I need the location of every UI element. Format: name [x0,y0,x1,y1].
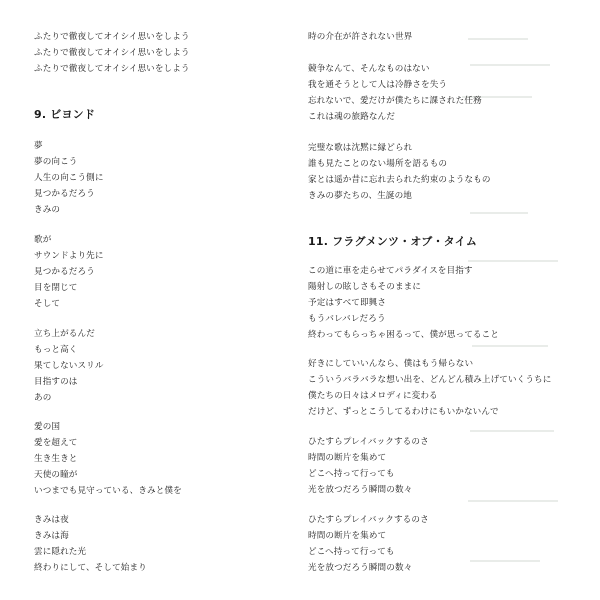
lyric-line: 僕たちの日々はメロディに変わる [308,391,438,401]
lyric-line: 生き生きと [34,454,78,464]
bleed-mark [470,430,554,432]
lyric-line: ひたすらプレイバックするのさ [308,515,429,525]
lyric-line: 夢の向こう [34,157,78,167]
lyric-line: 好きにしていいんなら、僕はもう帰らない [308,359,474,369]
lyric-line: きみの夢たちの、生誕の地 [308,191,412,201]
lyric-line: サウンドより先に [34,251,104,261]
lyric-line: 目指すのは [34,377,78,387]
lyric-line: どこへ持って行っても [308,547,395,557]
lyric-line: こういうバラバラな想い出を、どんどん積み上げていくうちに [308,375,552,385]
lyric-line: 愛を超えて [34,438,78,448]
bleed-mark [468,500,558,502]
lyric-line: いつまでも見守っている、きみと僕を [34,486,182,496]
lyric-line: 競争なんて、そんなものはない [308,64,430,74]
bleed-mark [472,345,548,347]
lyric-line: 時間の断片を集めて [308,453,387,463]
lyric-line: だけど、ずっとこうしてるわけにもいかないんで [308,407,499,417]
song-title-11: 11. フラグメンツ・オブ・タイム [308,235,478,248]
lyric-line: 歌が [34,235,52,245]
lyric-line: ふたりで徹夜してオイシイ思いをしよう [34,48,190,58]
lyric-line: 愛の国 [34,422,61,432]
lyric-line: ふたりで徹夜してオイシイ思いをしよう [34,32,190,42]
lyric-line: ふたりで徹夜してオイシイ思いをしよう [34,64,190,74]
lyric-line: 誰も見たことのない場所を語るもの [308,159,448,169]
lyric-line: 夢 [34,141,43,151]
lyric-line: 果てしないスリル [34,361,104,371]
lyric-line: 光を放つだろう瞬間の数々 [308,485,413,495]
lyric-line: 終わってもらっちゃ困るって、僕が思ってること [308,330,500,340]
lyric-line: あの [34,393,52,403]
bleed-mark [470,560,540,562]
song-title-9: 9. ビヨンド [34,108,96,121]
lyric-line: 天使の瞳が [34,470,78,480]
lyric-line: きみは夜 [34,515,69,525]
lyric-line: もっと高く [34,345,78,355]
lyric-line: 忘れないで、愛だけが僕たちに課された任務 [308,96,482,106]
lyric-line: 完璧な歌は沈黙に縁どられ [308,143,413,153]
lyric-line: 時の介在が許されない世界 [308,32,413,42]
bleed-mark [468,38,528,40]
bleed-mark [468,260,558,262]
lyric-line: 終わりにして、そして始まり [34,563,147,573]
lyric-line: この道に車を走らせてパラダイスを目指す [308,266,473,276]
lyric-line: 我を通そうとして人は冷静さを失う [308,80,448,90]
lyric-line: もうバレバレだろう [308,314,386,324]
lyric-line: 立ち上がるんだ [34,329,95,339]
lyric-line: 光を放つだろう瞬間の数々 [308,563,413,573]
lyric-line: ひたすらプレイバックするのさ [308,437,429,447]
lyric-line: どこへ持って行っても [308,469,395,479]
lyric-line: 陽射しの眩しさもそのままに [308,282,422,292]
lyric-line: 予定はすべて即興さ [308,298,387,308]
lyric-line: きみは海 [34,531,69,541]
bleed-mark [470,64,550,66]
lyric-line: 時間の断片を集めて [308,531,387,541]
lyric-line: 見つかるだろう [34,189,95,199]
bleed-mark [470,212,528,214]
lyric-line: 目を閉じて [34,283,78,293]
lyric-line: 家とは遥か昔に忘れ去られた約束のようなもの [308,175,491,185]
lyric-line: 人生の向こう側に [34,173,104,183]
lyric-line: 雲に隠れた光 [34,547,87,557]
lyric-line: そして [34,299,61,309]
lyric-line: きみの [34,205,61,215]
lyric-line: これは魂の旅路なんだ [308,112,395,122]
lyric-line: 見つかるだろう [34,267,95,277]
